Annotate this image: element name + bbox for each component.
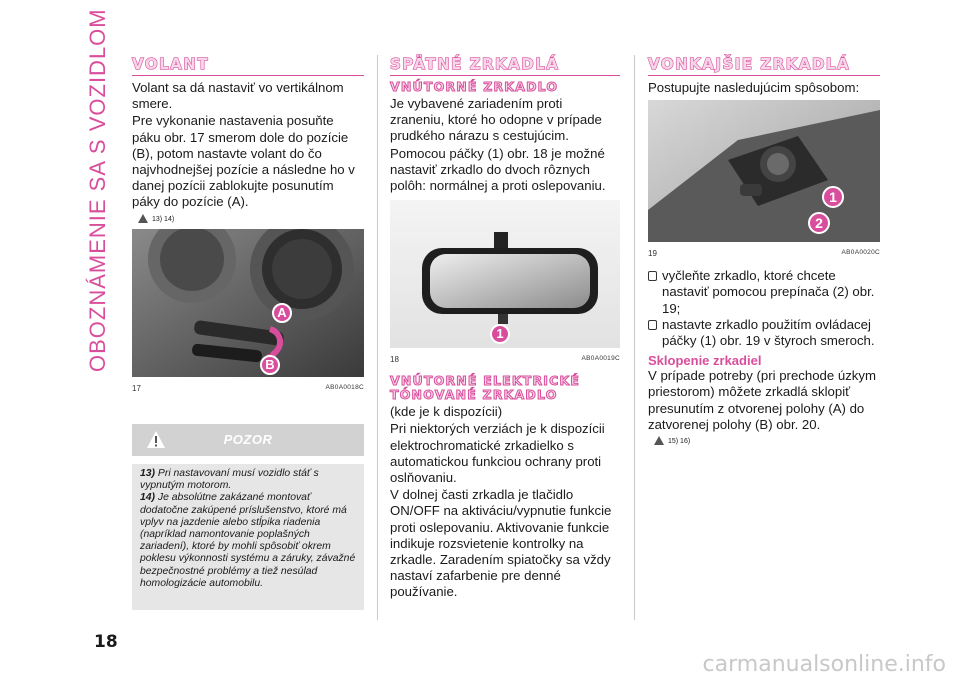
figure-code: AB0A0019C: [581, 355, 620, 363]
paragraph: V dolnej časti zrkadla je tlačidlo ON/OFF na aktiváciu/vypnutie funkcie proti oslepovaniu. Aktivovanie funkcie indikuje rozsvietenie kontrolky na zrkadle. Zaradením spiatočky sa vždy nastaví zafarbenie pre denné používanie.: [390, 487, 612, 600]
paragraph: Postupujte nasledujúcim spôsobom:: [648, 80, 860, 95]
warning-box-header: [132, 424, 364, 456]
subsection-title: [390, 374, 620, 402]
callout-2: 2: [808, 212, 830, 234]
title-underline: [648, 75, 880, 76]
step-icon: [648, 271, 657, 281]
instruction-item: [648, 268, 880, 317]
subsection-title: VNÚTORNÉ ZRKADLO: [390, 79, 559, 94]
warning-item-number: 14): [140, 492, 156, 504]
warning-title: POZOR: [223, 432, 273, 447]
side-chapter-tab: [78, 8, 118, 372]
warning-triangle-icon: [138, 214, 148, 223]
warning-item-text: Je absolútne zakázané montovať dodatočne zakúpené príslušenstvo, ktoré má vplyv na jazdenie alebo stĺpika riadenia (napríklad namontovanie poplašných zariadení), ktoré by mohli spôsobiť okrem poklesu výkonnosti systému a záruky, závažné bezpečnostné problémy a tiež nesúlad homologizácie automobilu.: [140, 492, 356, 589]
subsection-title-line: VNÚTORNÉ ELEKTRICKÉ: [390, 373, 581, 389]
callout-1: 1: [490, 324, 510, 344]
figure-19: [648, 100, 880, 258]
instruction-item: [648, 317, 880, 349]
warning-triangle-icon: [654, 436, 664, 445]
chapter-title: OBOZNÁMENIE SA S VOZIDLOM: [85, 8, 110, 372]
warning-ref-numbers: 13) 14): [152, 215, 175, 223]
column-steering-wheel: [132, 55, 364, 393]
callout-b: B: [260, 355, 280, 375]
warning-item: [140, 468, 356, 492]
warning-item-text: Pri nastavovaní musí vozidlo stáť s vypnutým motorom.: [140, 468, 319, 492]
section-title-vonkajsie-zrkadla: VONKAJŠIE ZRKADLÁ: [648, 55, 851, 73]
figure-number: 19: [648, 249, 657, 259]
column-divider: [634, 55, 635, 620]
figure-caption: [132, 384, 364, 393]
paragraph: (kde je k dispozícii): [390, 404, 503, 420]
warning-item-number: 13): [140, 468, 156, 479]
paragraph: Pri niektorých verziách je k dispozícii elektrochromatické zrkadielko s automatickou funkciou ochrany proti oslňovaniu.: [390, 421, 605, 486]
paragraph: V prípade potreby (pri prechode úzkym priestorom) môžete zrkadlá sklopiť presunutím z otvorenej polohy (A) do zatvorenej polohy (B) obr. 20.: [648, 368, 876, 432]
figure-18: [390, 200, 620, 364]
figure-number: 17: [132, 383, 141, 393]
column-rear-mirrors: [390, 55, 620, 601]
warning-item: [140, 492, 356, 590]
figure-number: 18: [390, 355, 399, 365]
subsection-title-line: TÓNOVANÉ ZRKADLO: [390, 387, 558, 403]
figure-caption: [648, 249, 880, 258]
title-underline: [132, 75, 364, 76]
title-underline: [390, 75, 620, 76]
paragraph: Pre vykonanie nastavenia posuňte páku obr. 17 smerom dole do pozície (B), potom nastavte volant do čo najvhodnejšej pozície a následne ho v danej pozícii zablokujte posunutím páky do pozície (A).: [132, 113, 355, 210]
section-title-spatne-zrkadla: SPÄTNÉ ZRKADLÁ: [390, 55, 560, 73]
instruction-text: nastavte zrkadlo použitím ovládacej páčky (1) obr. 19 v štyroch smeroch.: [662, 316, 875, 349]
figure-code: AB0A0020C: [841, 249, 880, 257]
warning-reference: [654, 436, 880, 445]
page-number: 18: [94, 632, 118, 652]
instruction-text: vyčleňte zrkadlo, ktoré chcete nastaviť pomocou prepínača (2) obr. 19;: [662, 268, 875, 316]
callout-a: A: [272, 303, 292, 323]
column-divider: [377, 55, 378, 620]
step-icon: [648, 320, 657, 330]
subsection-title: Sklopenie zrkadiel: [648, 353, 762, 369]
figure-caption: [390, 355, 620, 364]
warning-box: [132, 424, 364, 610]
warning-reference: [138, 214, 364, 223]
figure-code: AB0A0018C: [325, 383, 364, 391]
warning-ref-numbers: 15) 16): [668, 438, 691, 446]
paragraph: Volant sa dá nastaviť vo vertikálnom smere.: [132, 80, 344, 112]
column-exterior-mirrors: [648, 55, 880, 445]
paragraph: Je vybavené zariadením proti zraneniu, ktoré ho odopne v prípade prudkého nárazu s cestujúcim.: [390, 96, 602, 144]
steering-lever-photo: [132, 229, 364, 377]
mirror-control-photo: [648, 100, 880, 242]
figure-17: [132, 229, 364, 393]
section-title-volant: VOLANT: [132, 55, 210, 73]
callout-1: 1: [822, 186, 844, 208]
watermark: carmanualsonline.info: [702, 652, 946, 677]
warning-box-body: [132, 464, 364, 610]
paragraph: Pomocou páčky (1) obr. 18 je možné nastaviť zrkadlo do dvoch rôznych polôh: normálnej a proti oslepovaniu.: [390, 145, 606, 194]
